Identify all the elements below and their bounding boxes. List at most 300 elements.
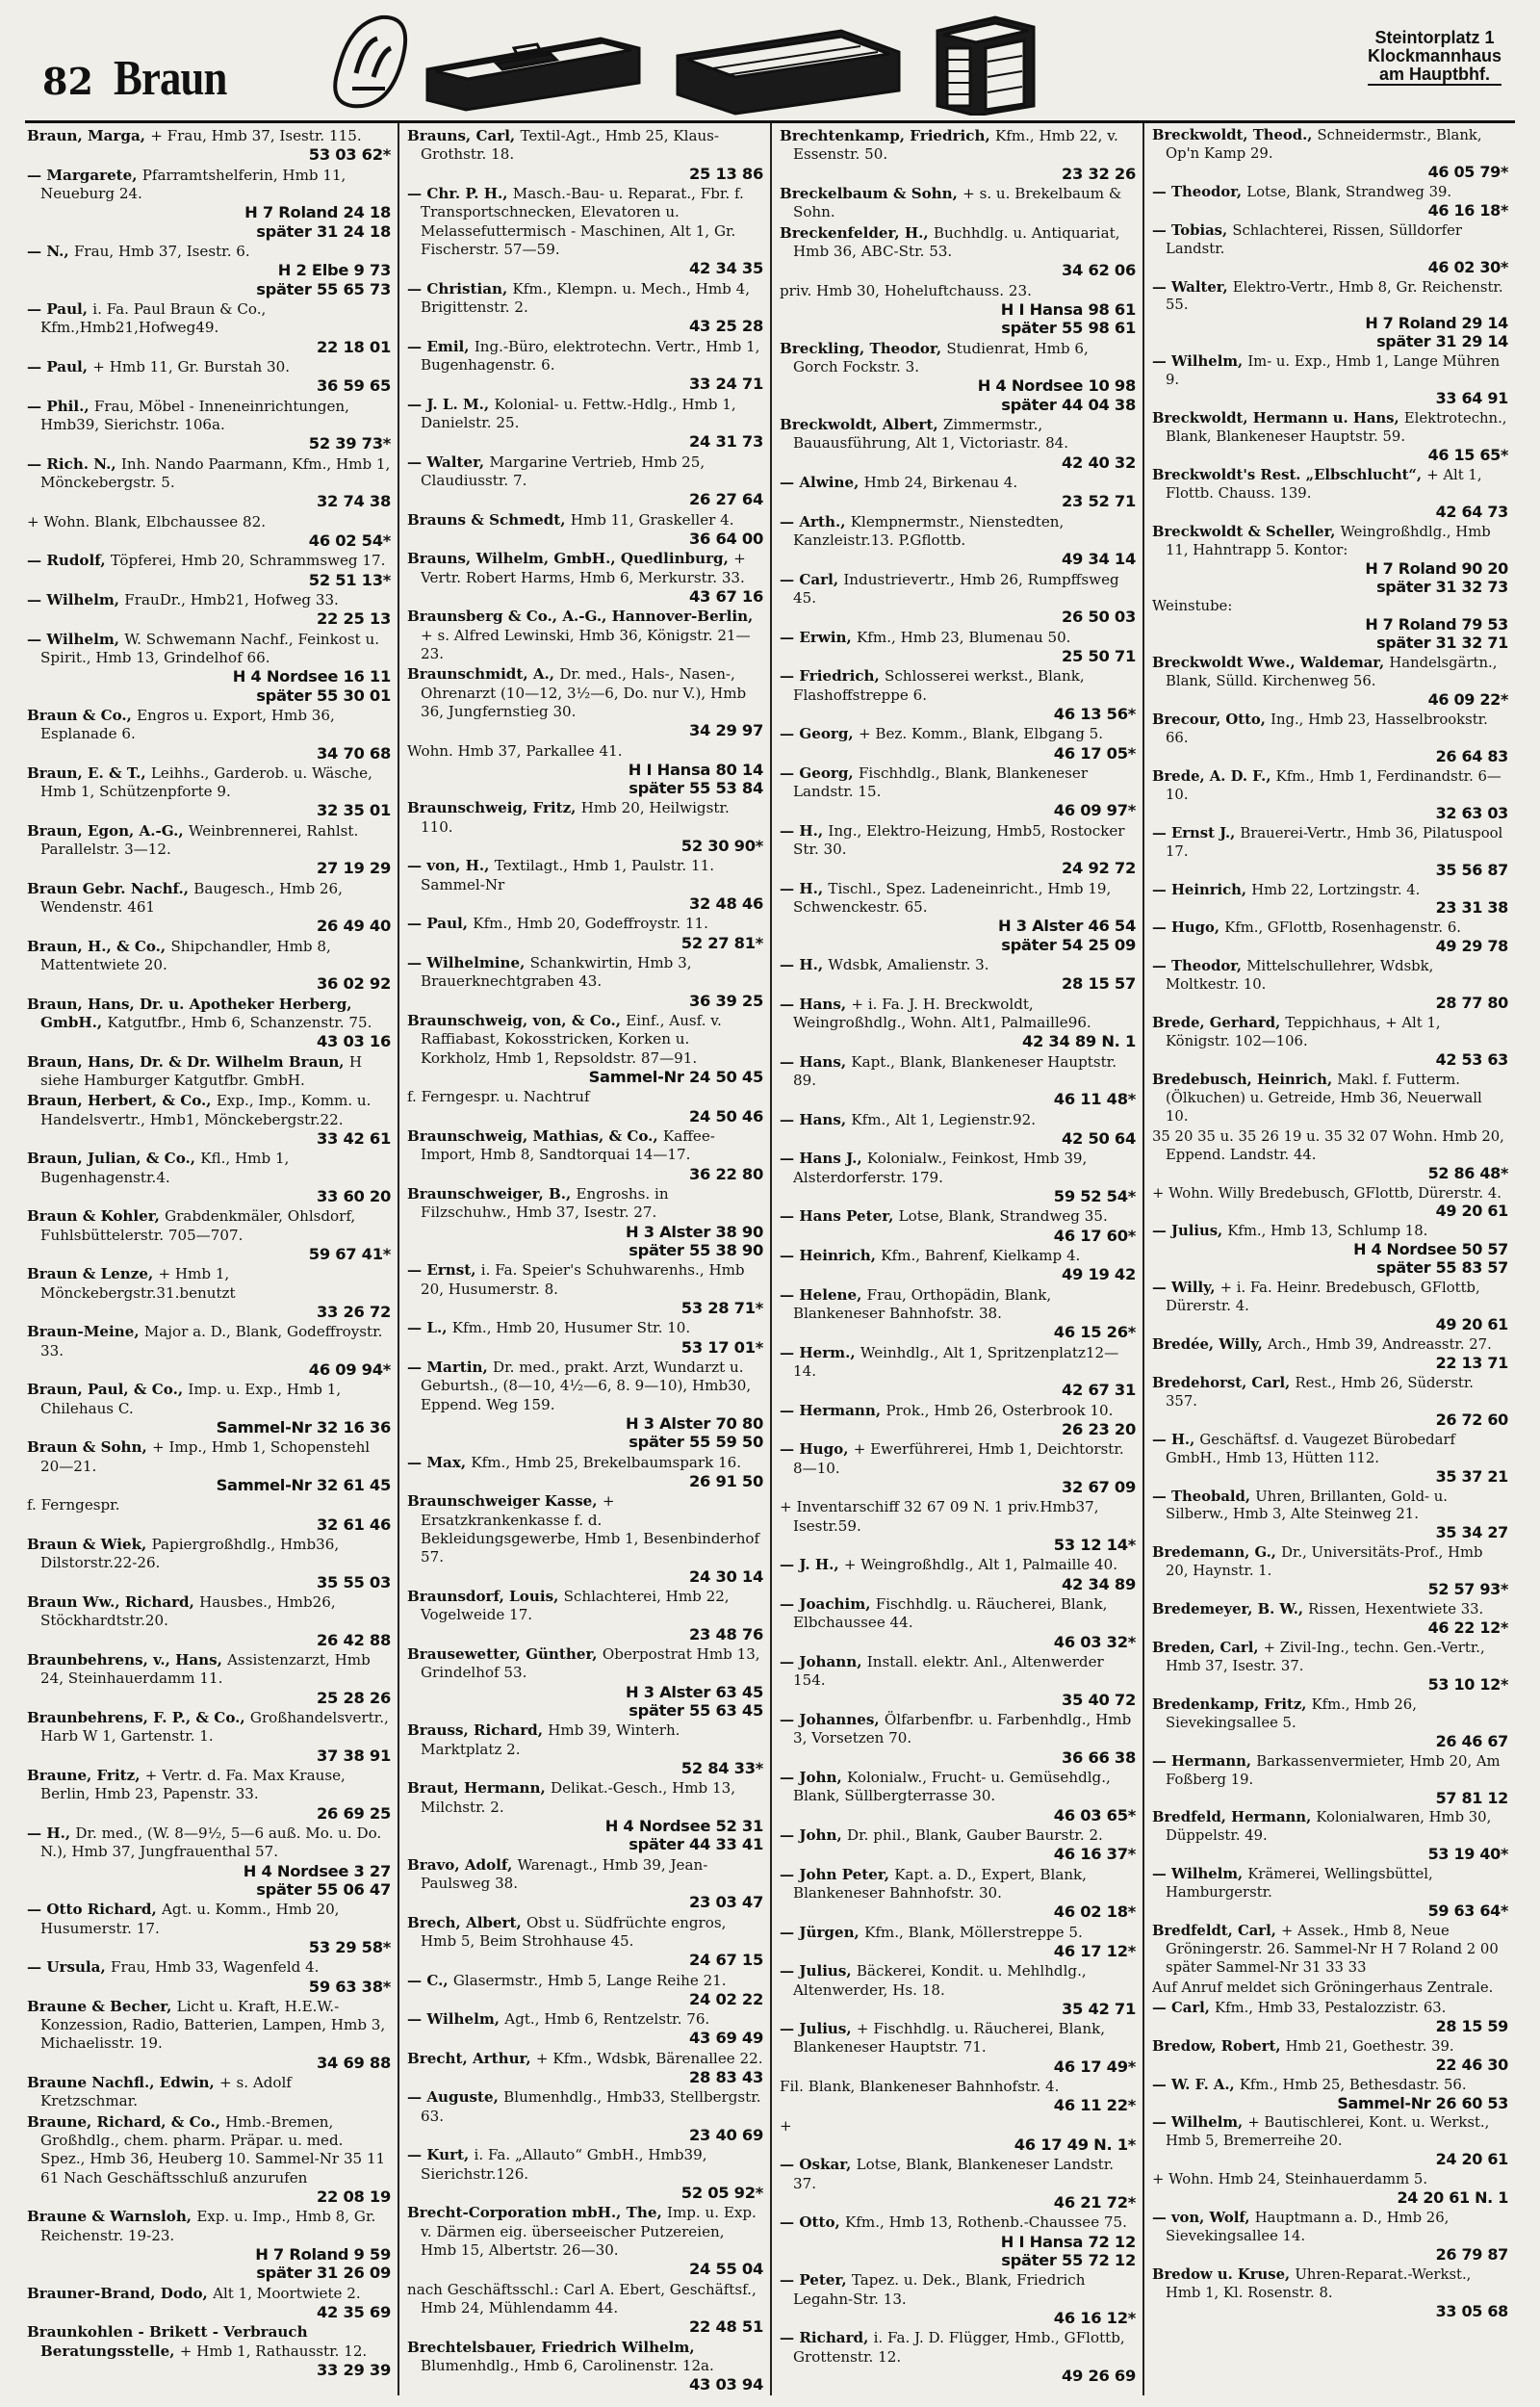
directory-entry [1152, 958, 1508, 1013]
entry-name: Braunbehrens, F. P., & Co., [27, 1708, 250, 1726]
entry-details: + Ersatzkrankenkasse f. d. Bekleidungsgewerbe, Hmb 1, Besenbinderhof 57. [421, 1492, 760, 1566]
directory-entry [1152, 2114, 1508, 2169]
entry-details: Frau, Hmb 33, Wagenfeld 4. [110, 1958, 320, 1977]
entry-details: Delikat.-Gesch., Hmb 13, Milchstr. 2. [421, 1779, 736, 1816]
entry-details: Prok., Hmb 26, Osterbrook 10. [886, 1401, 1114, 1419]
entry-details: + Wohn. Hmb 24, Steinhauerdamm 5. [1152, 2171, 1428, 2188]
directory-entry [1152, 2000, 1508, 2036]
entry-name: Braun, Egon, A.-G., [27, 821, 189, 840]
entry-name: Breckenfelder, H., [780, 223, 934, 242]
phone-number: 33 05 68 [1435, 2301, 1508, 2320]
entry-details: Industrievertr., Hmb 26, Rumpffsweg 45. [793, 570, 1119, 607]
phone-number: 26 50 03 [1062, 608, 1136, 627]
directory-entry [1152, 2077, 1508, 2113]
directory-entry [407, 954, 763, 1010]
entry-details: Lotse, Blank, Strandweg 39. [1246, 183, 1452, 200]
directory-entry [27, 358, 391, 396]
entry-name: — Phil., [27, 397, 94, 415]
phone-number: 34 62 06 [1062, 261, 1136, 280]
directory-entry [27, 631, 391, 705]
directory-entry [1152, 353, 1508, 408]
entry-details: Hmb.-Bremen, Großhdlg., chem. pharm. Präpar. u. med. Spez., Hmb 36, Heuberg 10. Sammel-Nr 35 11 61 Nach Geschäftsschluß anzurufen [40, 2112, 386, 2187]
phone-number: 36 59 65 [317, 376, 391, 396]
entry-details: Frau, Orthopädin, Blank, Blankeneser Bahnhofstr. 38. [793, 1285, 1052, 1323]
entry-details: Wdsbk, Amalienstr. 3. [828, 956, 989, 974]
entry-details: Kfm., Hmb 33, Pestalozzistr. 63. [1215, 1999, 1447, 2016]
entry-details: Hausbes., Hmb26, Stöckhardtstr.20. [40, 1592, 336, 1630]
entry-name: — Richard, [780, 2329, 874, 2347]
phone-number: H 4 Nordsee 3 27 [243, 1861, 391, 1880]
entry-details: + Frau, Hmb 37, Isestr. 115. [150, 127, 362, 144]
directory-entry [1152, 1185, 1508, 1222]
directory-entry [1152, 598, 1508, 653]
entry-name: — Walter, [407, 453, 490, 471]
phone-number: 52 57 93* [1427, 1580, 1508, 1599]
entry-name: Braun & Sohn, [27, 1438, 152, 1457]
entry-details: Hauptmann a. D., Hmb 26, Sievekingsallee 14. [1166, 2210, 1450, 2245]
phone-number: H 3 Alster 38 90 [625, 1222, 763, 1241]
directory-entry [407, 1492, 763, 1586]
phone-number: 42 50 64 [1062, 1129, 1136, 1149]
phone-number: 24 67 15 [689, 1951, 763, 1970]
directory-entry [407, 1914, 763, 1970]
entry-details: + Hmb 1, Mönckebergstr.31.benutzt [40, 1265, 236, 1302]
entry-name: — Herm., [780, 1343, 860, 1361]
entry-details: Lotse, Blank, Strandweg 35. [898, 1207, 1108, 1226]
entry-name: — Friedrich, [780, 667, 886, 686]
phone-number: H I Hansa 98 61 [1000, 299, 1136, 319]
directory-entry [27, 1150, 391, 1205]
phone-number: 46 03 32* [1053, 1632, 1136, 1651]
phone-number: 59 63 64* [1427, 1902, 1508, 1921]
entry-name: Breckling, Theodor, [780, 339, 947, 357]
phone-number: 46 17 49* [1053, 2057, 1136, 2076]
phone-number: 28 15 59 [1435, 2016, 1508, 2035]
directory-entry [27, 127, 391, 165]
entry-details: i. Fa. Speier's Schuhwarenhs., Hmb 20, Husumerstr. 8. [421, 1261, 745, 1298]
phone-number: H 7 Roland 29 14 [1365, 314, 1508, 333]
entry-details: Töpferei, Hmb 20, Schrammsweg 17. [110, 552, 386, 570]
phone-number: 26 49 40 [317, 917, 391, 936]
phone-number: 26 42 88 [317, 1630, 391, 1649]
directory-column [1142, 123, 1515, 2395]
entry-name: Brecht, Arthur, [407, 2049, 536, 2067]
entry-details: Kfm., Alt 1, Legienstr.92. [851, 1110, 1037, 1128]
entry-details: + i. Fa. J. H. Breckwoldt, Weingroßhdlg., Wohn. Alt1, Palmaille96. [793, 995, 1091, 1032]
entry-name: Brausewetter, Günther, [407, 1644, 603, 1663]
entry-details: + Fischhdlg. u. Räucherei, Blank, Blankeneser Hauptstr. 71. [793, 2020, 1106, 2057]
directory-entry [1152, 1223, 1508, 1278]
phone-number: Sammel-Nr 24 50 45 [588, 1068, 763, 1087]
phone-number: 46 17 60* [1053, 1226, 1136, 1245]
directory-entry [407, 1359, 763, 1452]
entry-details: Kfm., Hmb 20, Husumer Str. 10. [451, 1319, 691, 1337]
phone-number: 59 63 38* [308, 1977, 391, 1996]
entry-details: Dr. phil., Blank, Gauber Baurstr. 2. [847, 1825, 1103, 1844]
entry-details: Barkassenvermieter, Hmb 20, Am Foßberg 19. [1166, 1752, 1501, 1788]
phone-number: H 3 Alster 46 54 [997, 917, 1136, 936]
phone-number: 33 26 72 [317, 1303, 391, 1322]
phone-number: H 7 Roland 79 53 [1365, 615, 1508, 634]
directory-entry [1152, 524, 1508, 597]
entry-details: Kfm., Hmb 23, Blumenau 50. [857, 628, 1071, 646]
entry-details: + Ewerführerei, Hmb 1, Deichtorstr. 8—10. [793, 1440, 1124, 1477]
directory-entry [27, 822, 391, 878]
entry-name: Braun & Kohler, [27, 1207, 166, 1226]
phone-number: später 55 59 50 [629, 1433, 763, 1452]
directory-entry [780, 1866, 1136, 1922]
entry-name: — Rich. N., [27, 454, 121, 473]
entry-name: Braune & Warnsloh, [27, 2208, 197, 2226]
entry-details: Major a. D., Blank, Godeffroystr. 33. [40, 1323, 383, 1359]
entry-name: Braun, Hans, Dr. & Dr. Wilhelm Braun, [27, 1052, 349, 1071]
entry-name: — Hermann, [780, 1401, 886, 1419]
entry-name: — Wilhelmine, [407, 954, 530, 972]
ad-address-line: Klockmannhaus [1367, 46, 1502, 65]
entry-details: Kapt. a. D., Expert, Blank, Blankeneser Bahnhofstr. 30. [793, 1865, 1087, 1902]
directory-entry [407, 511, 763, 549]
entry-name: Braun Gebr. Nachf., [27, 879, 194, 897]
phone-number: 25 28 26 [317, 1688, 391, 1707]
phone-number: 33 42 61 [317, 1129, 391, 1149]
directory-entry [407, 857, 763, 913]
entry-name: Braun & Lenze, [27, 1265, 159, 1283]
entry-details: Frau, Hmb 37, Isestr. 6. [73, 242, 250, 260]
entry-details: Hmb 11, Graskeller 4. [570, 510, 734, 529]
directory-entry [1152, 1072, 1508, 1126]
directory-entry [780, 725, 1136, 763]
directory-entry [780, 416, 1136, 472]
directory-entry [1152, 2038, 1508, 2075]
ad-address-line: Steintorplatz 1 [1374, 28, 1495, 47]
entry-name: — Martin, [407, 1359, 493, 1376]
entry-name: — Theobald, [1152, 1488, 1256, 1505]
directory-entry [1152, 1866, 1508, 1921]
entry-details: Ing., Elektro-Heizung, Hmb5, Rostocker Str. 30. [793, 821, 1125, 859]
directory-entry [27, 1825, 391, 1899]
phone-number: 26 72 60 [1435, 1410, 1508, 1429]
directory-entry [780, 1595, 1136, 1651]
phone-number: 22 46 30 [1435, 2055, 1508, 2074]
entry-name: — John, [780, 1825, 848, 1844]
entry-name: Braunschweiger, B., [407, 1185, 577, 1204]
entry-name: — von, Wolf, [1152, 2210, 1255, 2227]
entry-details: Dr. med., prakt. Arzt, Wundarzt u. Geburtsh., (8—10, 4½—6, 8. 9—10), Hmb30, Eppend. Weg 159. [421, 1359, 752, 1413]
directory-entry [27, 1998, 391, 2072]
directory-entry [27, 1651, 391, 1707]
entry-details: + Hmb 1, Rathausstr. 12. [179, 2342, 368, 2360]
directory-entry [27, 938, 391, 994]
entry-name: Breckwoldt Wwe., Waldemar, [1152, 655, 1390, 672]
phone-number: später 31 26 09 [256, 2264, 391, 2283]
directory-entry [780, 764, 1136, 820]
directory-entry [27, 707, 391, 763]
entry-name: — Johannes, [780, 1710, 885, 1728]
entry-details: Klempnermstr., Nienstedten, Kanzleistr.13. P.Gflottb. [793, 512, 1065, 549]
phone-number: 28 15 57 [1062, 974, 1136, 994]
phone-number: 53 28 71* [680, 1299, 763, 1318]
phone-number: 34 69 88 [317, 2053, 391, 2072]
entry-name: Brecht-Corporation mbH., The, [407, 2204, 667, 2222]
phone-number: 26 46 67 [1435, 1731, 1508, 1750]
entry-details: Kapt., Blank, Blankeneser Hauptstr. 89. [793, 1052, 1116, 1090]
entry-details: + s. Alfred Lewinski, Hmb 36, Königstr. 21—23. [421, 626, 751, 662]
directory-entry [27, 2285, 391, 2322]
entry-details: FrauDr., Hmb21, Hofweg 33. [124, 590, 339, 608]
phone-number: 42 34 89 [1062, 1574, 1136, 1593]
entry-details: Schankwirtin, Hmb 3, Brauerknechtgraben 43. [421, 954, 692, 991]
entry-name: — Jürgen, [780, 1923, 865, 1941]
phone-number: 26 91 50 [689, 1471, 763, 1490]
entry-name: — Georg, [780, 764, 859, 782]
entry-details: Weinhdlg., Alt 1, Spritzenplatz12—14. [793, 1343, 1119, 1380]
directory-entry [1152, 768, 1508, 823]
entry-name: — Hans, [780, 995, 852, 1013]
phone-number: 35 55 03 [317, 1572, 391, 1592]
directory-entry [780, 1924, 1136, 1961]
entry-details: Pfarramtshelferin, Hmb 11, Neueburg 24. [40, 166, 346, 202]
phone-number: 46 09 94* [308, 1360, 391, 1379]
phone-number: 53 12 14* [1053, 1535, 1136, 1554]
entry-details: Schlachterei, Hmb 22, Vogelweide 17. [421, 1587, 730, 1624]
entry-details: Tapez. u. Dek., Blank, Friedrich Legahn-Str. 13. [793, 2271, 1086, 2308]
entry-name: — Helene, [780, 1285, 867, 1304]
directory-entry [1152, 184, 1508, 220]
entry-details: Weingroßhdlg., Hmb 11, Hahntrapp 5. Kontor: [1166, 523, 1491, 558]
entry-details: Hmb 20, Heilwigstr. 110. [421, 799, 730, 836]
entry-name: Brauss, Richard, [407, 1721, 549, 1740]
entry-name: — Hans, [780, 1052, 852, 1071]
phone-number: 32 61 46 [317, 1514, 391, 1534]
entry-details: Margarine Vertrieb, Hmb 25, Claudiusstr. 7. [421, 453, 706, 489]
phone-number: 49 20 61 [1435, 1315, 1508, 1334]
directory-entry [1152, 919, 1508, 956]
entry-details: + i. Fa. Heinr. Bredebusch, GFlottb, Dürerstr. 4. [1166, 1280, 1480, 1315]
directory-entry [780, 1402, 1136, 1439]
entry-name: — Hermann, [1152, 1752, 1257, 1770]
directory-entry [407, 550, 763, 606]
directory-entry [407, 1185, 763, 1259]
entry-name: — Walter, [1152, 278, 1233, 296]
entry-name: — Ernst J., [1152, 824, 1241, 841]
phone-number: 28 83 43 [689, 2068, 763, 2087]
phone-number: 46 16 12* [1053, 2309, 1136, 2328]
entry-details: + s. Adolf Kretzschmar. [40, 2074, 292, 2110]
directory-entry [780, 2020, 1136, 2076]
entry-name: — John, [780, 1768, 848, 1786]
entry-details: i. Fa. J. D. Flügger, Hmb., GFlottb, Grottenstr. 12. [793, 2329, 1125, 2366]
directory-entry [27, 1381, 391, 1436]
phone-number: 42 34 89 N. 1 [1021, 1032, 1136, 1051]
entry-name: — Erwin, [780, 628, 858, 646]
entry-details: + Zivil-Ing., techn. Gen.-Vertr., Hmb 37, Isestr. 37. [1166, 1640, 1485, 1674]
directory-entry [1152, 1980, 1508, 1998]
phone-number: 42 40 32 [1062, 453, 1136, 472]
entry-name: — Auguste, [407, 2088, 504, 2107]
directory-entry [1152, 410, 1508, 465]
directory-entry [1152, 1601, 1508, 1638]
entry-details: W. Schwemann Nachf., Feinkost u. Spirit., Hmb 13, Grindelhof 66. [40, 630, 379, 666]
entry-details: Kfm., Klempn. u. Mech., Hmb 4, Brigittenstr. 2. [421, 279, 751, 316]
entry-details: Uhren, Brillanten, Gold- u. Silberw., Hmb 3, Alte Steinweg 21. [1166, 1488, 1448, 1523]
phone-number: 46 05 79* [1427, 162, 1508, 181]
phone-number: später 55 53 84 [629, 779, 763, 798]
entry-name: — Julius, [780, 1962, 857, 1980]
directory-entry [1152, 825, 1508, 880]
directory-entry [1152, 712, 1508, 766]
entry-details: Engros u. Export, Hmb 36, Esplanade 6. [40, 706, 335, 743]
directory-entry [407, 1012, 763, 1086]
directory-entry [407, 127, 763, 183]
phone-number: 42 67 31 [1062, 1381, 1136, 1400]
entry-name: — Chr. P. H., [407, 184, 513, 202]
phone-number: 35 42 71 [1062, 1999, 1136, 2018]
entry-name: — Hugo, [780, 1440, 854, 1459]
phone-number: 59 52 54* [1053, 1187, 1136, 1206]
phone-number: 35 56 87 [1435, 860, 1508, 879]
phone-number: später 44 04 38 [1001, 395, 1136, 414]
entry-name: — Julius, [780, 2020, 857, 2038]
directory-entry [1152, 1923, 1508, 1978]
phone-number: 22 08 19 [317, 2187, 391, 2207]
entry-name: — Wilhelm, [1152, 2114, 1248, 2132]
directory-entry [780, 667, 1136, 723]
entry-name: — Wilhelm, [1152, 1866, 1248, 1883]
entry-details: i. Fa. „Allauto“ GmbH., Hmb39, Sierichstr.126. [421, 2146, 707, 2183]
directory-entry [27, 996, 391, 1051]
directory-entry [780, 1344, 1136, 1400]
phone-number: später 55 63 45 [629, 1700, 763, 1720]
entry-name: Braun & Wiek, [27, 1535, 152, 1553]
entry-name: Braut, Hermann, [407, 1779, 551, 1798]
directory-entry [780, 1207, 1136, 1245]
entry-details: Rest., Hmb 26, Süderstr. 357. [1166, 1374, 1475, 1410]
directory-entry [27, 2208, 391, 2282]
directory-entry [407, 453, 763, 509]
phone-number: 46 11 48* [1053, 1090, 1136, 1109]
entry-details: Kfm., Hmb 22, v. Essenstr. 50. [793, 127, 1118, 164]
phone-number: H I Hansa 72 12 [1000, 2232, 1136, 2251]
entry-name: — Georg, [780, 725, 859, 743]
phone-number: 46 15 26* [1053, 1323, 1136, 1342]
directory-entry [27, 167, 391, 241]
directory-entry [780, 1150, 1136, 1205]
directory-entry [27, 2323, 391, 2379]
entry-details: Kfm., Hmb 13, Schlump 18. [1227, 1223, 1428, 1240]
entry-details: Kfm., Blank, Möllerstreppe 5. [864, 1923, 1083, 1941]
entry-details: + Assek., Hmb 8, Neue Gröningerstr. 26. Sammel-Nr H 7 Roland 2 00 später Sammel-Nr 31 33 33 [1166, 1923, 1499, 1976]
entry-name: — Wilhelm, [27, 590, 125, 608]
entry-name: Brede, Gerhard, [1152, 1015, 1286, 1032]
entry-details: Textil-Agt., Hmb 25, Klaus-Grothstr. 18. [421, 127, 720, 164]
directory-entry [780, 1111, 1136, 1149]
directory-entry [1152, 1696, 1508, 1751]
entry-details: f. Ferngespr. [27, 1496, 120, 1514]
entry-name: Braunbehrens, v., Hans, [27, 1650, 228, 1669]
entry-name: — Otto Richard, [27, 1901, 163, 1919]
entry-details: + Wohn. Willy Bredebusch, GFlottb, Dürerstr. 4. [1152, 1184, 1502, 1202]
phone-number: 35 40 72 [1062, 1690, 1136, 1709]
phone-number: 26 64 83 [1435, 746, 1508, 765]
directory-entry [1152, 882, 1508, 919]
advertisement-illustration [321, 10, 1168, 116]
suitcase-icon [678, 31, 899, 114]
entry-details: Weinstube: [1152, 598, 1233, 615]
phone-number: 53 19 40* [1427, 1845, 1508, 1864]
phone-number: 53 10 12* [1427, 1674, 1508, 1694]
entry-name: — Paul, [27, 299, 93, 318]
phone-number: 36 22 80 [689, 1164, 763, 1183]
phone-number: 46 11 22* [1053, 2096, 1136, 2115]
entry-name: — Christian, [407, 279, 513, 298]
entry-name: Breckwoldt, Hermann u. Hans, [1152, 410, 1404, 427]
entry-details: Kfm., Hmb 20, Godeffroystr. 11. [473, 915, 708, 933]
entry-name: Braune & Becher, [27, 1997, 177, 2015]
entry-details: Exp., Imp., Komm. u. Handelsvertr., Hmb1, Mönckebergstr.22. [40, 1092, 372, 1128]
entry-name: — Hans J., [780, 1150, 867, 1168]
directory-entry [27, 1767, 391, 1823]
entry-details: + Inventarschiff 32 67 09 N. 1 priv.Hmb37, Isestr.59. [780, 1498, 1099, 1535]
entry-name: Braun Ww., Richard, [27, 1592, 200, 1611]
directory-entry [1152, 1488, 1508, 1543]
entry-details: Wohn. Hmb 37, Parkallee 41. [407, 741, 623, 760]
entry-details: Schneidermstr., Blank, Op'n Kamp 29. [1166, 127, 1482, 162]
entry-details: Kolonialwaren, Hmb 30, Düppelstr. 49. [1166, 1809, 1492, 1845]
phone-number: 46 17 49 N. 1* [1014, 2135, 1136, 2155]
entry-details: Kolonialw., Frucht- u. Gemüsehdlg., Blank, Süllbergterrasse 30. [793, 1768, 1111, 1805]
phone-number: später 55 38 90 [629, 1241, 763, 1260]
directory-entry [780, 513, 1136, 569]
directory-entry [1152, 279, 1508, 352]
directory-entry [780, 880, 1136, 954]
phone-number: 23 48 76 [689, 1624, 763, 1643]
entry-name: — Max, [407, 1453, 472, 1471]
entry-details: Grabdenkmäler, Ohlsdorf, Fuhlsbüttelerstr. 705—707. [40, 1207, 356, 1244]
entry-name: Braun & Co., [27, 706, 138, 724]
entry-name: Bredow, Robert, [1152, 2037, 1286, 2055]
phone-number: 36 66 38 [1062, 1747, 1136, 1767]
phone-number: später 31 32 73 [1376, 577, 1508, 596]
entry-details: Obst u. Südfrüchte engros, Hmb 5, Beim Strohhause 45. [421, 1913, 727, 1950]
entry-details: Elektro-Vertr., Hmb 8, Gr. Reichenstr. 55. [1166, 278, 1503, 314]
entry-name: — Heinrich, [780, 1247, 882, 1265]
entry-details: Schlosserei werkst., Blank, Flashoffstreppe 6. [793, 667, 1085, 704]
entry-details: 35 20 35 u. 35 26 19 u. 35 32 07 Wohn. Hmb 20, Eppend. Landstr. 44. [1152, 1127, 1504, 1163]
directory-entry [407, 1588, 763, 1643]
entry-name: — Emil, [407, 337, 475, 355]
directory-entry [780, 2156, 1136, 2212]
entry-name: — Hugo, [1152, 919, 1225, 937]
entry-details: Im- u. Exp., Hmb 1, Lange Mühren 9. [1166, 353, 1501, 389]
entry-name: — Carl, [1152, 1999, 1216, 2016]
entry-details: Dr. med., (W. 8—9½, 5—6 auß. Mo. u. Do. N.), Hmb 37, Jungfrauenthal 57. [40, 1824, 382, 1861]
directory-entry [27, 1496, 391, 1534]
directory-entry [407, 338, 763, 394]
directory-entry [1152, 2210, 1508, 2265]
entry-details: + Bautischlerei, Kont. u. Werkst., Hmb 5, Bremerreihe 20. [1166, 2114, 1490, 2150]
phone-number: 46 22 12* [1427, 1618, 1508, 1638]
phone-number: später 55 30 01 [256, 686, 391, 705]
entry-name: — Tobias, [1152, 221, 1233, 239]
entry-name: Braun, Julian, & Co., [27, 1150, 201, 1168]
phone-number: 49 29 78 [1435, 937, 1508, 956]
entry-details: H siehe Hamburger Katgutfbr. GmbH. [40, 1052, 362, 1090]
entry-details: Mittelschullehrer, Wdsbk, Moltkestr. 10. [1166, 958, 1434, 994]
directory-entry [27, 1593, 391, 1649]
entry-details: Agt., Hmb 6, Rentzelstr. 76. [504, 2010, 710, 2029]
entry-name: Braune Nachfl., Edwin, [27, 2074, 220, 2092]
entry-name: Brechtelsbauer, Friedrich Wilhelm, [407, 2338, 695, 2356]
